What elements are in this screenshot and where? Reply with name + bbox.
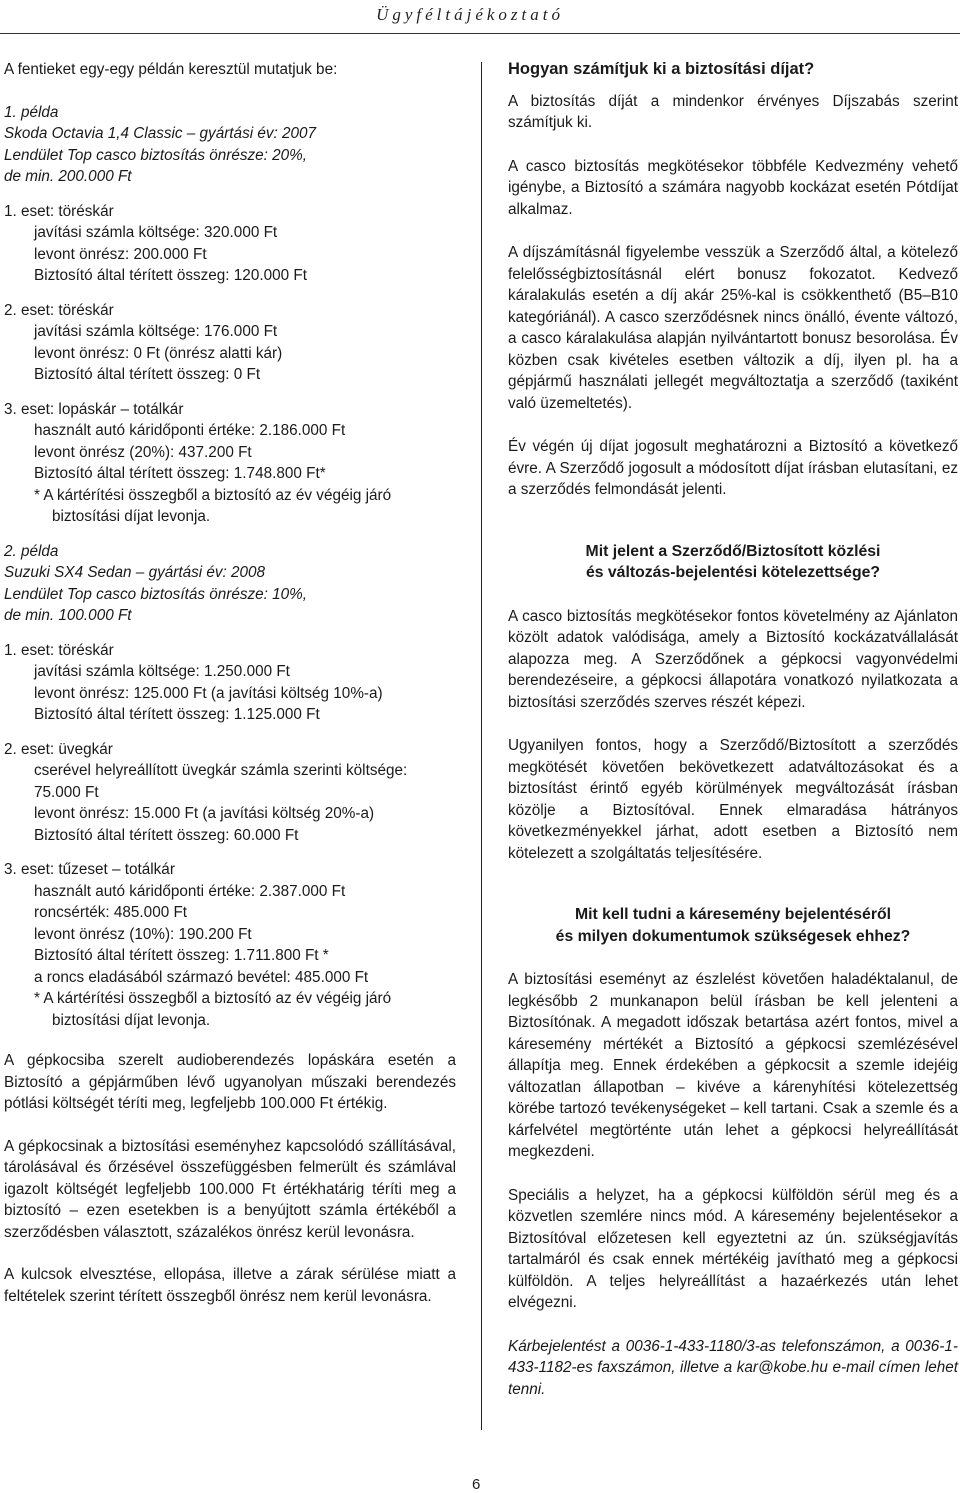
case-line: levont önrész: 200.000 Ft <box>34 245 207 263</box>
case-line: Biztosító által térített összeg: 60.000 Ft <box>34 826 299 844</box>
case-title: 2. eset: üvegkár <box>4 740 113 758</box>
body-paragraph: A biztosítási eseményt az észlelést követően haladéktalanul, de legkésőbb 2 munkanapon belül írásban be kell jelenteni a Biztosítónak. A megadott időszak betartása azért fontos, mivel a káresemény mértékét a Biztosító a gépkocsi szemlézésével állapítja meg. Ennek érdekében a gépkocsit a szemle idejéig változatlan állapotban – kivéve a kárenyhítési kötelezettség körébe tartozó tevékenységeket – kell tartani. Csak a szemle és a kárfelvétel megtörténte után lehet a gépkocsi helyreállítását megkezdeni. <box>508 971 958 1160</box>
contact-paragraph: Kárbejelentést a 0036-1-433-1180/3-as telefonszámon, a 0036-1-433-1182-es faxszámon, illetve a kar@kobe.hu e-mail címen lehet tenni. <box>508 1337 958 1398</box>
body-paragraph: A gépkocsinak a biztosítási eseményhez kapcsolódó szállításával, tárolásával és őrzésével összefüggésben felmerült és számlával igazolt költségét legfeljebb 100.000 Ft értékhatárig téríti meg a biztosító – ezen esetekben is a benyújtott számla értékéből a szerződésben választott, százalékos önrész kerül levonásra. <box>4 1137 456 1241</box>
page-number: 6 <box>472 1476 481 1493</box>
left-column <box>4 59 456 1320</box>
case-line: cserével helyreállított üvegkár számla szerinti költsége: 75.000 Ft <box>34 762 408 801</box>
body-paragraph: A casco biztosítás megkötésekor fontos követelmény az Ajánlaton közölt adatok valódisága, amely a Biztosító kockázatvállalását alapozza meg. A Szerződőnek a gépkocsi vagyonvédelmi berendezéseire, a gépkocsi állapotára vonatkozó nyilatkozata a biztosítási szerződés szerves részét képezi. <box>508 607 958 711</box>
case-line: roncsérték: 485.000 Ft <box>34 904 188 921</box>
case-line: levont önrész (10%): 190.200 Ft <box>34 925 252 943</box>
body-paragraph: A kulcsok elvesztése, ellopása, illetve a zárak sérülése miatt a feltételek szerint térített összegből önrész nem kerül levonásra. <box>4 1266 456 1305</box>
section-heading-claims <box>508 904 958 947</box>
case-title: 3. eset: tűzeset – totálkár <box>4 861 175 878</box>
example-2 <box>4 541 456 627</box>
heading-line: és milyen dokumentumok szükségesek ehhez? <box>555 927 911 945</box>
case-line: levont önrész: 0 Ft (önrész alatti kár) <box>34 344 283 362</box>
column-divider <box>481 62 482 1430</box>
case-line: javítási számla költsége: 320.000 Ft <box>34 224 278 241</box>
case-line: javítási számla költsége: 1.250.000 Ft <box>34 663 290 680</box>
case-title: 1. eset: töréskár <box>4 202 114 220</box>
case-line: levont önrész: 125.000 Ft (a javítási költség 10%-a) <box>34 684 383 702</box>
heading-line: és változás-bejelentési kötelezettsége? <box>585 564 881 581</box>
example-2-line: Lendület Top casco biztosítás önrésze: 10%, <box>4 585 308 603</box>
section-heading-disclosure <box>508 541 958 584</box>
example-2-line: Suzuki SX4 Sedan – gyártási év: 2008 <box>4 564 266 581</box>
case-title: 1. eset: töréskár <box>4 641 114 659</box>
example-2-case-2 <box>4 739 456 847</box>
case-footnote: * A kártérítési összegből a biztosító az év végéig járó biztosítási díjat levonja. <box>34 486 392 525</box>
header-title: Ügyféltájékoztató <box>376 5 564 24</box>
example-1-line: de min. 200.000 Ft <box>4 168 132 185</box>
example-1 <box>4 102 456 188</box>
body-paragraph: A gépkocsiba szerelt audioberendezés lopáskára esetén a Biztosító a gépjárműben lévő ugyanolyan műszaki berendezés pótlási költségét téríti meg, legfeljebb 100.000 Ft értékig. <box>4 1052 456 1112</box>
case-line: levont önrész: 15.000 Ft (a javítási költség 20%-a) <box>34 805 375 822</box>
body-paragraph: Év végén új díjat jogosult meghatározni a Biztosító a következő évre. A Szerződő jogosult a módosított díjat írásban elutasítani, ez a szerződés felmondását jelenti. <box>508 438 958 498</box>
case-line: Biztosító által térített összeg: 0 Ft <box>34 366 261 383</box>
example-1-case-3 <box>4 399 456 528</box>
case-line: használt autó káridőponti értéke: 2.186.000 Ft <box>34 422 346 439</box>
right-column <box>508 59 958 1413</box>
case-line: használt autó káridőponti értéke: 2.387.000 Ft <box>34 882 346 900</box>
example-1-case-2 <box>4 300 456 386</box>
example-2-title: 2. példa <box>4 542 59 560</box>
case-line: Biztosító által térített összeg: 120.000 Ft <box>34 267 307 284</box>
case-title: 2. eset: töréskár <box>4 301 114 319</box>
heading-line: Mit kell tudni a káresemény bejelentéséről <box>574 906 892 923</box>
case-line: Biztosító által térített összeg: 1.711.800 Ft * <box>34 947 329 964</box>
example-2-line: de min. 100.000 Ft <box>4 607 132 624</box>
case-line: Biztosító által térített összeg: 1.748.800 Ft* <box>34 465 326 482</box>
example-1-line: Skoda Octavia 1,4 Classic – gyártási év: 2007 <box>4 125 317 142</box>
example-2-case-3 <box>4 859 456 1031</box>
example-1-title: 1. példa <box>4 103 59 121</box>
case-line: levont önrész (20%): 437.200 Ft <box>34 443 252 461</box>
case-line: javítási számla költsége: 176.000 Ft <box>34 323 278 340</box>
page-header <box>0 0 960 38</box>
case-title: 3. eset: lopáskár – totálkár <box>4 400 184 418</box>
body-paragraph: Speciális a helyzet, ha a gépkocsi külföldön sérül meg és a közvetlen szemlére nincs mód. A káresemény bejelentésekor a Biztosítóval előzetesen kell egyeztetni az ún. szükségjavítás tartalmáról és csak ennek mértékéig javítható meg a gépkocsi külföldön. A teljes helyreállítást a hazaérkezés után lehet elvégezni. <box>508 1186 958 1311</box>
example-1-case-1 <box>4 201 456 287</box>
body-paragraph: Ugyanilyen fontos, hogy a Szerződő/Biztosított a szerződés megkötését követően bekövetkezett adatváltozásokat és a biztosítást érintő egyéb körülmények megváltozását írásban közölje a Biztosítóval. Ennek elmaradása hátrányos következményekkel járhat, adott esetben a Biztosító nem kötelezett a szolgáltatás teljesítésére. <box>508 737 958 862</box>
header-rule <box>0 33 960 34</box>
intro-text: A fentieket egy-egy példán keresztül mutatjuk be: <box>4 61 338 78</box>
case-footnote: * A kártérítési összegből a biztosító az év végéig járó biztosítási díjat levonja. <box>34 990 392 1029</box>
body-paragraph: A díjszámításnál figyelembe vesszük a Szerződő által, a kötelező felelősségbiztosításnál elért bonusz fokozatot. Kedvező káralakulás esetén a díj akár 25%-kal is csökkenthető (B5–B10 kategóriánál). A casco szerződésnek nincs önálló, évente változó, a casco káralakulása alapján nyilvántartott bonusz besorolása. Év közben csak kivételes esetben változik a díj, ilyen pl. ha a gépjármű használati jellegét megváltoztatja a szerződő (taxiként való üzemeltetés). <box>508 244 958 412</box>
body-paragraph: A biztosítás díját a mindenkor érvényes Díjszabás szerint számítjuk ki. <box>508 92 958 131</box>
section-heading-premium: Hogyan számítjuk ki a biztosítási díjat? <box>508 60 815 78</box>
heading-line: Mit jelent a Szerződő/Biztosított közlési <box>585 542 881 560</box>
case-line: Biztosító által térített összeg: 1.125.000 Ft <box>34 706 320 723</box>
example-1-line: Lendület Top casco biztosítás önrésze: 20%, <box>4 146 308 164</box>
body-paragraph: A casco biztosítás megkötésekor többféle Kedvezmény vehető igénybe, a Biztosító a számára nagyobb kockázat esetén Pótdíjat alkalmaz. <box>508 157 958 218</box>
case-line: a roncs eladásából származó bevétel: 485.000 Ft <box>34 968 369 986</box>
example-2-case-1 <box>4 640 456 726</box>
